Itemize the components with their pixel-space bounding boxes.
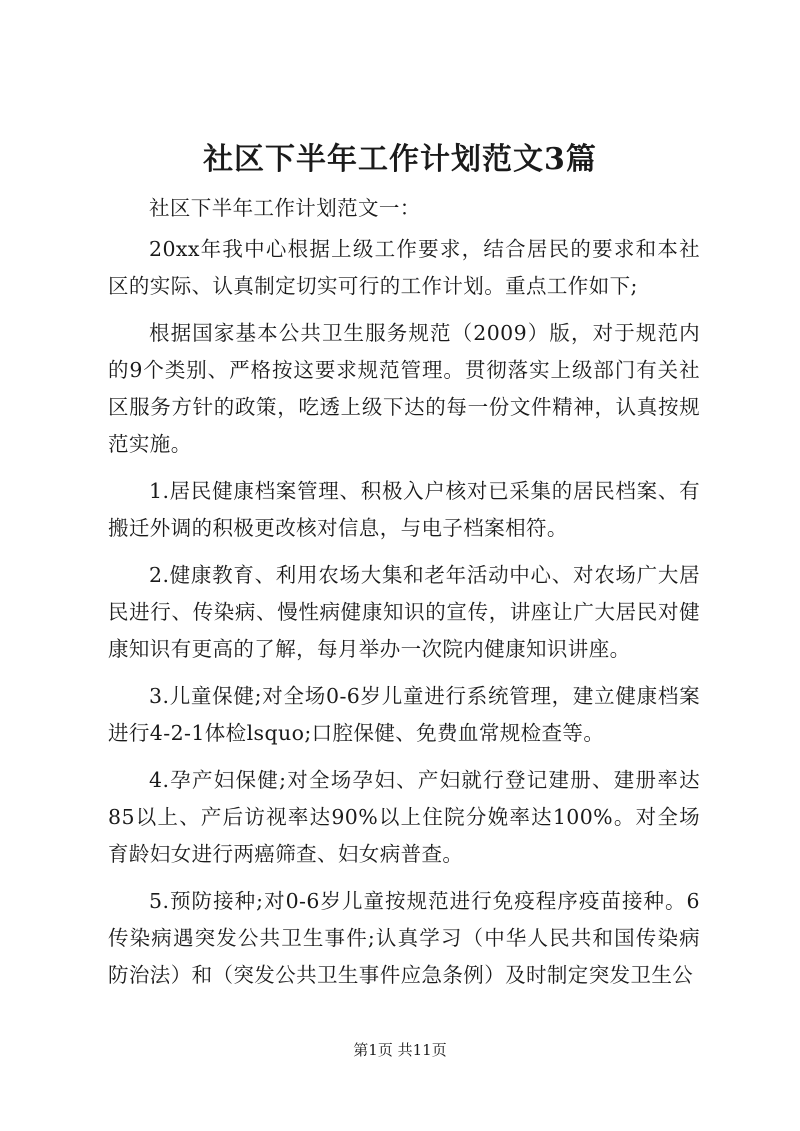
paragraph-item-4: 4.孕产妇保健;对全场孕妇、产妇就行登记建册、建册率达85以上、产后访视率达90%以上住院分娩率达100%。对全场育龄妇女进行两癌筛查、妇女病普查。 <box>108 768 700 866</box>
section-heading: 社区下半年工作计划范文一： <box>149 196 421 220</box>
paragraph-item-3: 3.儿童保健;对全场0-6岁儿童进行系统管理，建立健康档案进行4-2-1体检lsquo;口腔保健、免费血常规检查等。 <box>108 684 700 745</box>
document-body <box>108 190 700 1004</box>
paragraph-item-2: 2.健康教育、利用农场大集和老年活动中心、对农场广大居民进行、传染病、慢性病健康知识的宣传，讲座让广大居民对健康知识有更高的了解，每月举办一次院内健康知识讲座。 <box>108 563 700 661</box>
page-footer: 第1页 共11页 <box>353 1041 447 1059</box>
paragraph-standards: 根据国家基本公共卫生服务规范（2009）版，对于规范内的9个类别、严格按这要求规范管理。贯彻落实上级部门有关社区服务方针的政策，吃透上级下达的每一份文件精神，认真按规范实施。 <box>108 321 700 456</box>
paragraph-item-1: 1.居民健康档案管理、积极入户核对已采集的居民档案、有搬迁外调的积极更改核对信息，与电子档案相符。 <box>108 479 700 540</box>
paragraph-intro: 20xx年我中心根据上级工作要求，结合居民的要求和本社区的实际、认真制定切实可行的工作计划。重点工作如下; <box>108 237 700 298</box>
paragraph-item-5: 5.预防接种;对0-6岁儿童按规范进行免疫程序疫苗接种。6传染病遇突发公共卫生事件;认真学习（中华人民共和国传染病防治法）和（突发公共卫生事件应急条例）及时制定突发卫生公 <box>108 889 700 987</box>
document-title: 社区下半年工作计划范文3篇 <box>203 142 597 177</box>
